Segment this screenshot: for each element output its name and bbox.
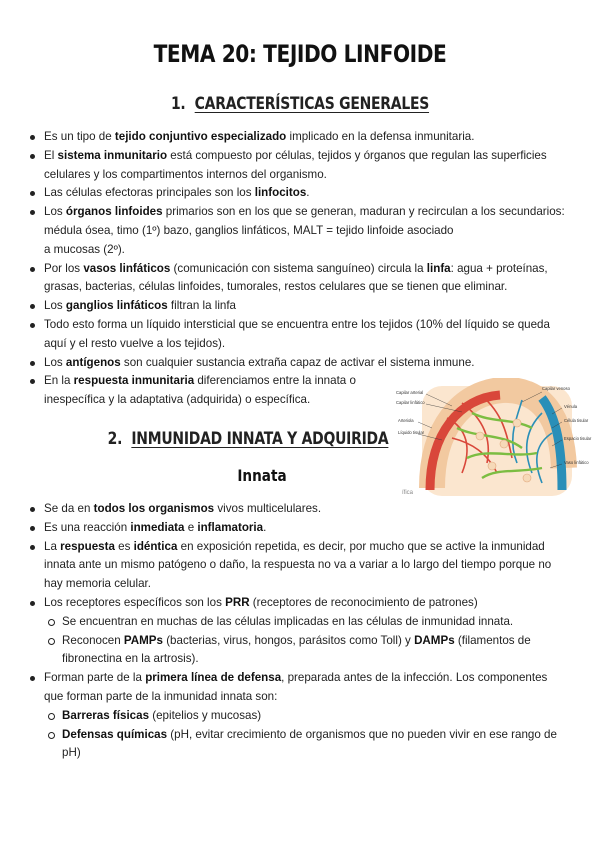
section-1-number: 1.	[170, 94, 186, 114]
label-liquido-tisular: Líquido tisular	[398, 430, 425, 435]
label-capilar-arterial: Capilar arterial	[396, 390, 424, 395]
list-item: Los ganglios linfáticos filtran la linfa	[28, 297, 568, 316]
list-item: Los receptores específicos son los PRR (receptores de reconocimiento de patrones) Se encuentran en muchas de las células implicadas en las células de inmunidad innata. Reconocen PAMPs (bacterias, virus, hongos, parásitos como Toll) y DAMPs (filamentos de fibronectina en la artrosis).	[28, 594, 568, 669]
sub-list	[28, 613, 568, 669]
label-capilar-linfatico: Capilar linfático	[396, 400, 425, 405]
section-2-list	[28, 500, 568, 763]
list-item: Los órganos linfoides primarios son en los que se generan, maduran y recirculan a los secundarios: médula ósea, timo (1º) bazo, ganglios linfáticos, MALT = tejido linfoide asociado a mucosas (2º).	[28, 203, 568, 259]
sub-list-item: Barreras físicas (epitelios y mucosas)	[28, 707, 568, 726]
label-vaso-linfatico: Vaso linfático	[564, 460, 589, 465]
label-capilar-venoso: Capilar venoso	[542, 386, 570, 391]
list-item: La respuesta es idéntica en exposición repetida, es decir, por mucho que se active la inmunidad innata ante un mismo patógeno o daño, la respuesta no va a variar a lo largo del tiempo porque no hay memoria celular.	[28, 538, 568, 594]
list-item: Todo esto forma un líquido intersticial que se encuentra entre los tejidos (10% del líquido se queda aquí y el resto vuelve a los tejidos).	[28, 316, 568, 354]
list-item: Las células efectoras principales son los linfocitos.	[28, 184, 568, 203]
sub-list-item: Se encuentran en muchas de las células implicadas en las células de inmunidad innata.	[28, 613, 568, 632]
figure-caption-fragment: ífica	[402, 490, 414, 496]
list-item: Forman parte de la primera línea de defensa, preparada antes de la infección. Los componentes que forman parte de la inmunidad innata son: Barreras físicas (epitelios y mucosas) Defensas químicas (pH, evitar crecimiento de organismos que no pueden vivir en ese rango de pH)	[28, 669, 568, 763]
list-item: Los antígenos son cualquier sustancia extraña capaz de activar el sistema inmune.	[28, 354, 568, 373]
label-venula: Vénula	[564, 404, 578, 409]
section-1-heading	[54, 94, 546, 114]
page-title: TEMA 20: TEJIDO LINFOIDE	[153, 40, 447, 68]
sub-list	[28, 707, 568, 763]
list-item: En la respuesta inmunitaria diferenciamos entre la innata o inespecífica y la adaptativa (adquirida) o específica.	[28, 372, 384, 410]
list-item: Es una reacción inmediata e inflamatoria.	[28, 519, 568, 538]
section-2-number: 2.	[107, 429, 123, 449]
list-item: El sistema inmunitario está compuesto por células, tejidos y órganos que regulan las superficies celulares y los compartimentos internos del organismo.	[28, 147, 568, 185]
label-celula-tisular: Célula tisular	[564, 418, 589, 423]
innata-subheading: Innata	[237, 466, 287, 485]
list-item: Se da en todos los organismos vivos multicelulares.	[28, 500, 568, 519]
list-item: Por los vasos linfáticos (comunicación con sistema sanguíneo) circula la linfa: agua + proteínas, grasas, bacterias, células linfoides, tumorales, restos celulares que se tienen que eliminar.	[28, 260, 568, 298]
section-1-list	[28, 128, 568, 410]
list-item: Es un tipo de tejido conjuntivo especializado implicado en la defensa inmunitaria.	[28, 128, 568, 147]
list-item-continuation: a mucosas (2º).	[44, 242, 125, 256]
label-espacio-tisular: Espacio tisular	[564, 436, 592, 441]
sub-list-item: Reconocen PAMPs (bacterias, virus, hongos, parásitos como Toll) y DAMPs (filamentos de fibronectina en la artrosis).	[28, 632, 568, 670]
sub-list-item: Defensas químicas (pH, evitar crecimiento de organismos que no pueden vivir en ese rango de pH)	[28, 726, 568, 764]
section-2-title: INMUNIDAD INNATA Y ADQUIRIDA	[131, 429, 389, 449]
section-1-title: CARACTERÍSTICAS GENERALES	[194, 94, 430, 114]
label-arteriola: Arteriola	[398, 418, 414, 423]
section-2-heading	[2, 429, 494, 449]
